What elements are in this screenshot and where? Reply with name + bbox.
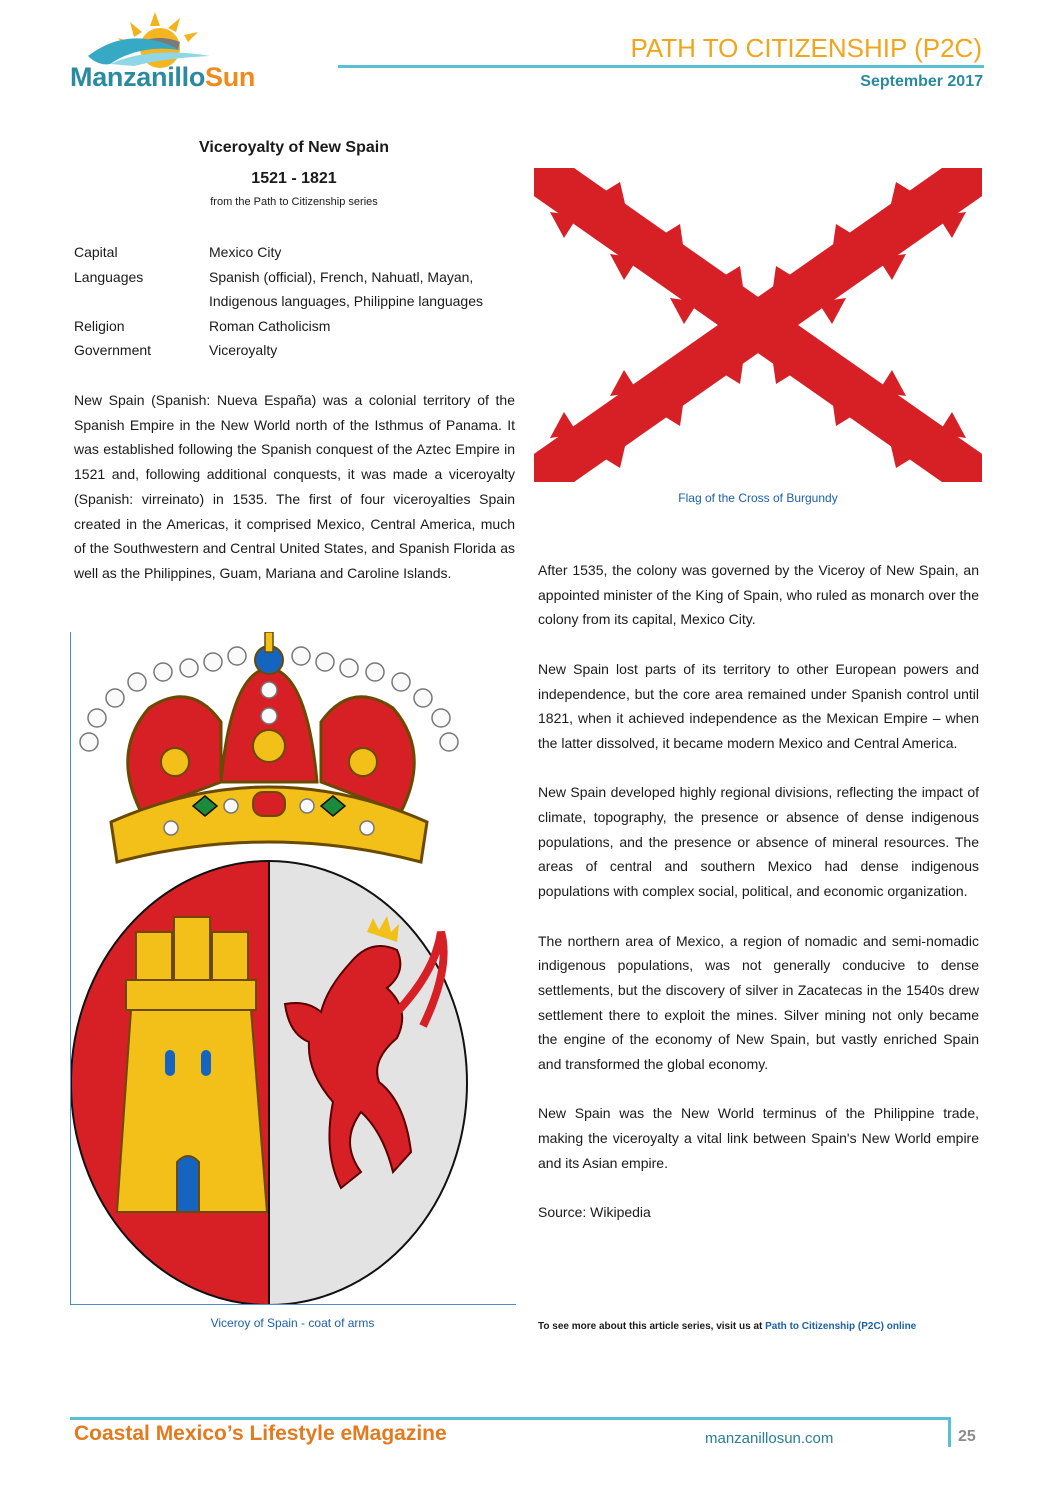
site-link[interactable]: manzanillosun.com [705,1430,834,1447]
flag-caption: Flag of the Cross of Burgundy [678,491,838,505]
fact-row [74,338,519,363]
fact-label: Government [74,342,152,358]
logo-wordmark [70,62,255,93]
magazine-tagline: Coastal Mexico’s Lifestyle eMagazine [74,1422,447,1445]
fact-value: Roman Catholicism [209,317,331,334]
logo-text-sun: Sun [205,62,256,92]
issue-date: September 2017 [860,73,983,90]
fact-value: Spanish (official), French, Nahuatl, Mayan, Indigenous languages, Philippine languages [209,268,483,309]
body-paragraph: New Spain developed highly regional divisions, reflecting the impact of climate, topography, the presence or absence of dense indigenous populations, and the presence or absence of mineral resources. The areas of central and southern Mexico had dense indigenous populations with complex social, political, and economic organization. [538,784,979,900]
source-line: Source: Wikipedia [538,1204,651,1221]
fact-label: Religion [74,317,125,334]
body-paragraph: The northern area of Mexico, a region of nomadic and semi-nomadic indigenous populations, was not generally conducive to dense settlements, but the discovery of silver in Zacatecas in the 1540s drew settlement there to exploit the mines. Silver mining not only became the engine of the economy of New Spain, but vastly enriched Spain and transformed the global economy. [538,932,979,1073]
body-paragraph: New Spain was the New World terminus of the Philippine trade, making the viceroyalty a vital link between Spain's New World empire and its Asian empire. [538,1105,979,1171]
coat-of-arms-icon [71,632,516,1304]
footer-divider-vertical [948,1417,951,1447]
p2c-online-link[interactable]: Path to Citizenship (P2C) online [765,1321,917,1332]
coat-of-arms-caption: Viceroy of Spain - coat of arms [210,1316,375,1330]
article-body-right [538,558,979,1250]
cross-of-burgundy-icon [534,168,982,482]
facts-table [74,240,519,363]
fact-label: Languages [74,268,144,285]
logo-text-manzanillo: Manzanillo [70,62,206,92]
page-number: 25 [958,1428,976,1445]
series-note: from the Path to Citizenship series [210,196,378,208]
fact-label: Capital [74,244,118,260]
fact-row [74,314,519,339]
more-info-text: To see more about this article series, visit us at [538,1321,766,1332]
burgundy-cross-flag [534,168,982,482]
article-title: Viceroyalty of New Spain [199,139,389,156]
header-divider [338,65,984,68]
body-paragraph: New Spain lost parts of its territory to other European powers and independence, but the core area remained under Spanish control until 1821, when it achieved independence as the Mexican Empire – when the latter dissolved, it became modern Mexico and Central America. [538,660,979,751]
body-paragraph: After 1535, the colony was governed by the Viceroy of New Spain, an appointed minister of the King of Spain, who ruled as monarch over the colony from its capital, Mexico City. [538,562,979,628]
intro-paragraph: New Spain (Spanish: Nueva España) was a colonial territory of the Spanish Empire in the New World north of the Isthmus of Panama. It was established following the Spanish conquest of the Aztec Empire in 1521 and, following additional conquests, it was made a viceroyalty (Spanish: virreinato) in 1535. The first of four viceroyalties Spain created in the Americas, it comprised Mexico, Central America, much of the Southwestern and Central United States, and Spanish Florida as well as the Philippines, Guam, Mariana and Caroline Islands. [74,392,515,581]
section-title: PATH TO CITIZENSHIP (P2C) [630,33,982,63]
article-years: 1521 - 1821 [251,170,337,187]
coat-of-arms-image [70,632,516,1305]
fact-row [74,265,519,314]
fact-value: Viceroyalty [209,342,278,358]
more-info-note [538,1321,916,1332]
footer-divider [70,1417,950,1420]
fact-row [74,240,519,265]
fact-value: Mexico City [209,244,282,260]
